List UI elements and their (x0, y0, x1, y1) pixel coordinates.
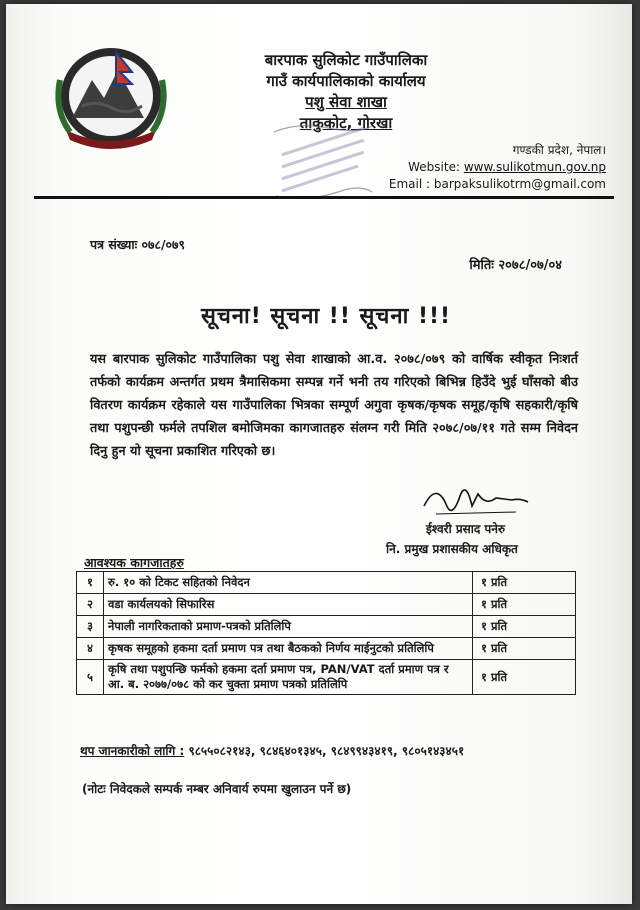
website-link[interactable]: www.sulikotmun.gov.np (463, 160, 606, 174)
letter-date: मितिः २०७८/०७/०४ (469, 258, 562, 273)
document-quantity: १ प्रति (473, 660, 576, 695)
signatory-title: नि. प्रमुख प्रशासकीय अधिकृत (386, 542, 518, 556)
signature-icon (416, 476, 536, 524)
table-row (77, 616, 576, 638)
document-item: वडा कार्यलयको सिफारिस (104, 594, 473, 616)
notice-body: यस बारपाक सुलिकोट गाउँपालिका पशु सेवा शाखाको आ.व. २०७८/०७९ को वार्षिक स्वीकृत निःशर्त तर्फको कार्यक्रम अन्तर्गत प्रथम त्रैमासिकमा सम्पन्न गर्ने भनी तय गरिएको बिभिन्न हिउँदे भुई घाँसको बीउ वितरण कार्यक्रम रहेकाले यस गाउँपालिका भित्रका सम्पूर्ण अगुवा कृषक/कृषक समूह/कृषि सहकारी/कृषि तथा पशुपन्छी फर्मले तपशिल बमोजिमका कागजातहरु संलग्न गरी मिति २०७८/०७/११ गते सम्म निवेदन दिनु हुन यो सूचना प्रकाशित गरिएको छ। (90, 352, 578, 459)
table-row (77, 594, 576, 616)
row-number: ३ (77, 616, 104, 638)
row-number: २ (77, 594, 104, 616)
website-label: Website: (408, 160, 461, 174)
office-stamp-icon (268, 122, 378, 202)
document-item: कृषक समूहको हकमा दर्ता प्रमाण पत्र तथा बैठकको निर्णय माईनुटको प्रतिलिपि (104, 638, 473, 660)
municipality-name: बारपाक सुलिकोट गाउँपालिका (264, 51, 428, 69)
document-quantity: १ प्रति (473, 616, 576, 638)
document-item: रु. १० को टिकट सहितको निवेदन (104, 572, 473, 594)
signatory-name: ईश्वरी प्रसाद पनेरु (426, 522, 506, 536)
documents-table (76, 571, 576, 695)
province-label: गण्डकी प्रदेश, नेपाल। (512, 143, 606, 157)
email-value[interactable]: barpaksulikotrm@gmail.com (433, 177, 606, 191)
contact-numbers: ९८५५०८२१४३, ९८४६४०१३४५, ९८४९९४३४१९, ९८०५१४३४५१ (188, 744, 465, 758)
table-row (77, 572, 576, 594)
letter-reference: पत्र संख्याः ०७८/०७९ (90, 237, 186, 252)
table-row (77, 660, 576, 695)
nepal-emblem-icon (52, 40, 170, 150)
documents-heading: आवश्यक कागजातहरु (84, 555, 184, 570)
email-row (389, 176, 606, 193)
row-number: १ (77, 572, 104, 594)
notice-document (6, 4, 632, 904)
applicant-note: (नोटः निवेदकले सम्पर्क नम्बर अनिवार्य रुपमा खुलाउन पर्ने छ) (82, 782, 352, 796)
more-info (80, 742, 464, 759)
document-quantity: १ प्रति (473, 638, 576, 660)
document-item: कृषि तथा पशुपन्छि फर्मको हकमा दर्ता प्रमाण पत्र, PAN/VAT दर्ता प्रमाण पत्र र आ. ब. २०७७/०७८ को कर चुक्ता प्रमाण पत्रको प्रतिलिपि (104, 660, 473, 695)
row-number: ५ (77, 660, 104, 695)
email-label: Email : (388, 177, 431, 191)
section-name: पशु सेवा शाखा (305, 93, 387, 111)
office-name: गाउँ कार्यपालिकाको कार्यालय (266, 72, 426, 90)
office-location: ताकुकोट, गोरखा (299, 114, 393, 132)
notice-title: सूचना! सूचना !! सूचना !!! (200, 304, 452, 329)
header-divider (34, 196, 614, 199)
website-row (389, 159, 606, 176)
table-row (77, 638, 576, 660)
more-info-label: थप जानकारीको लागि : (80, 744, 185, 758)
document-quantity: १ प्रति (473, 572, 576, 594)
contact-block (389, 142, 606, 193)
document-item: नेपाली नागरिकताको प्रमाण-पत्रको प्रतिलिपि (104, 616, 473, 638)
row-number: ४ (77, 638, 104, 660)
document-quantity: १ प्रति (473, 594, 576, 616)
